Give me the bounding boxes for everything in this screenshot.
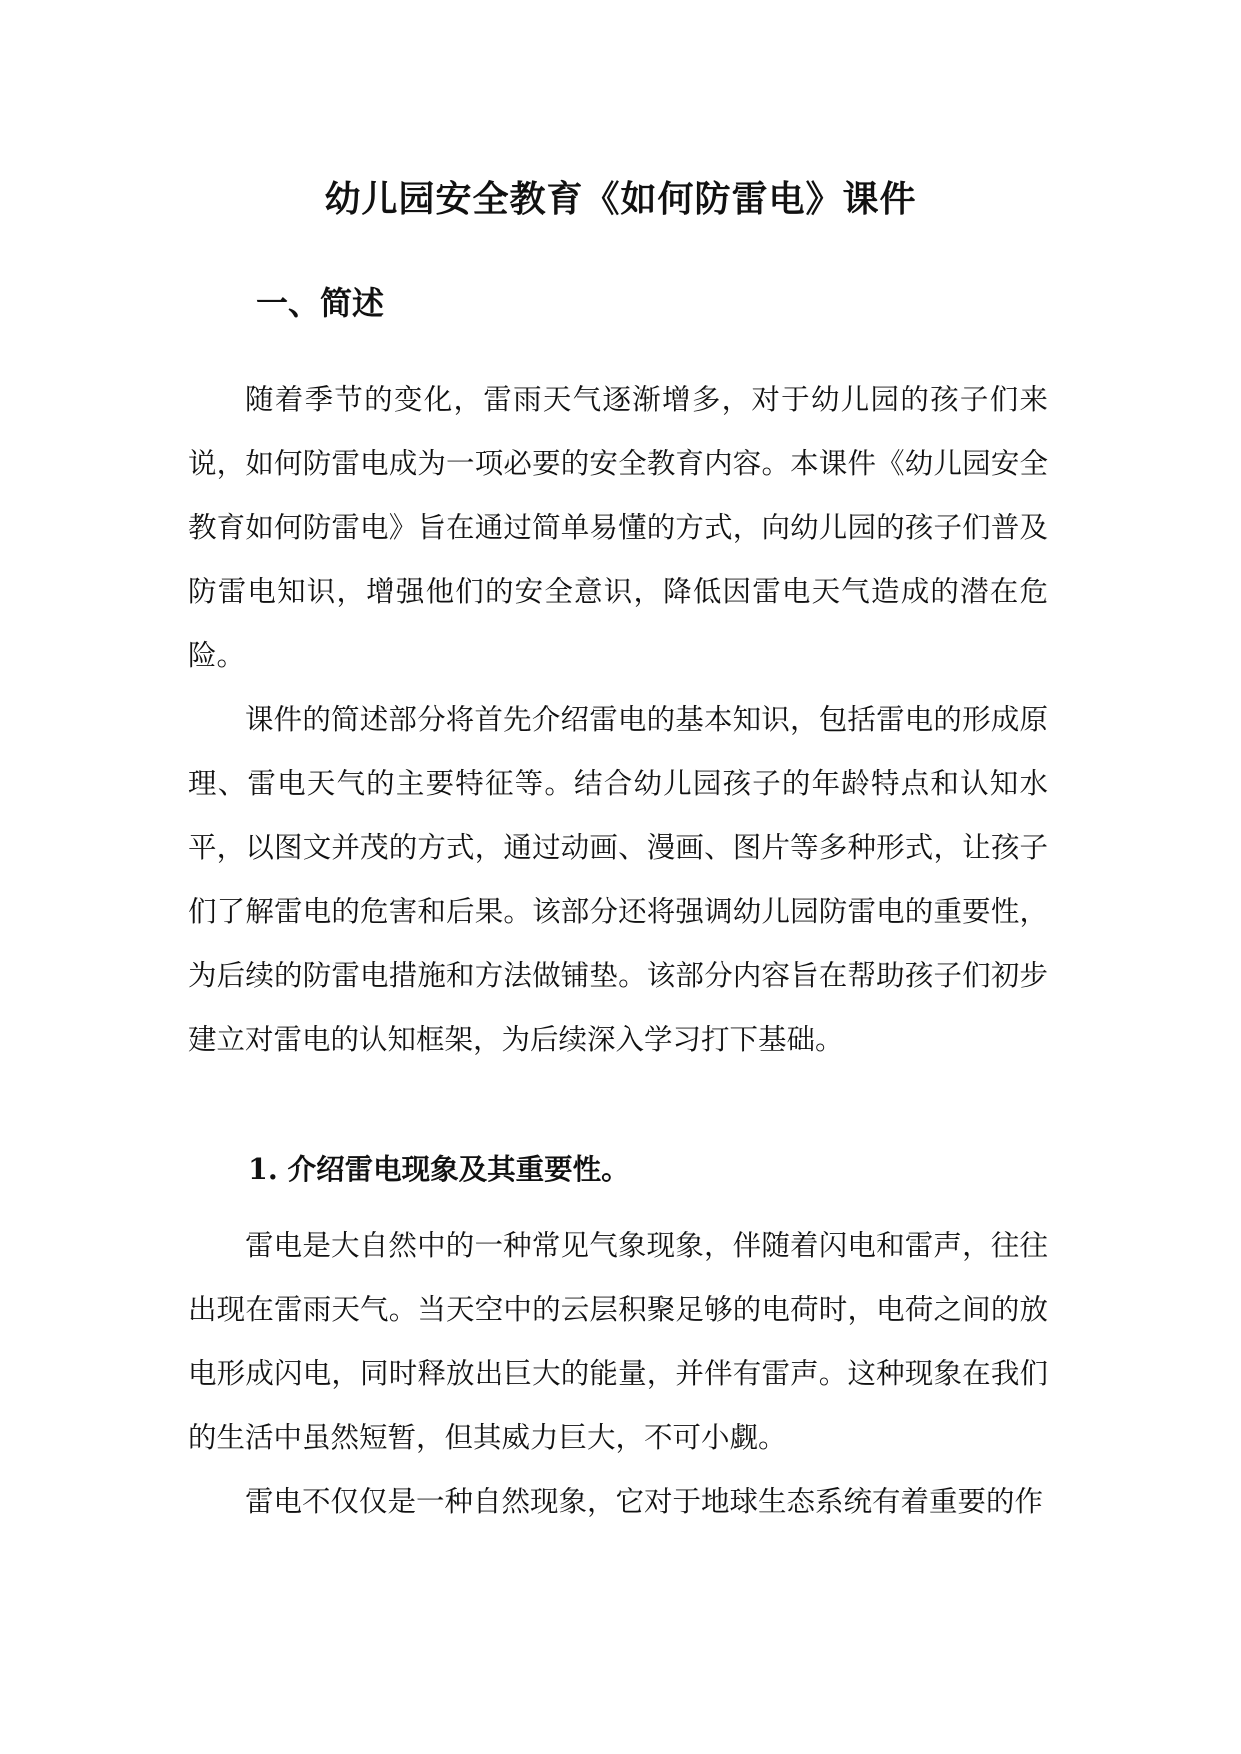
subsection-heading-lightning-intro: 1. 介绍雷电现象及其重要性。 [248, 1152, 630, 1186]
paragraph: 雷电不仅仅是一种自然现象，它对于地球生态系统有着重要的作 [245, 1485, 1044, 1518]
document-title: 幼儿园安全教育《如何防雷电》课件 [324, 178, 917, 221]
paragraph: 随着季节的变化，雷雨天气逐渐增多，对于幼儿园的孩子们来说，如何防雷电成为一项必要的安全教育内容。本课件《幼儿园安全教育如何防雷电》旨在通过简单易懂的方式，向幼儿园的孩子们普及防雷电知识，增强他们的安全意识，降低因雷电天气造成的潜在危险。 [188, 383, 1048, 672]
paragraph: 课件的简述部分将首先介绍雷电的基本知识，包括雷电的形成原理、雷电天气的主要特征等。结合幼儿园孩子的年龄特点和认知水平，以图文并茂的方式，通过动画、漫画、图片等多种形式，让孩子们了解雷电的危害和后果。该部分还将强调幼儿园防雷电的重要性，为后续的防雷电措施和方法做铺垫。该部分内容旨在帮助孩子们初步建立对雷电的认知框架，为后续深入学习打下基础。 [188, 703, 1048, 1056]
section-heading-overview: 一、简述 [256, 284, 385, 322]
overview-body [188, 368, 1048, 1072]
paragraph: 雷电是大自然中的一种常见气象现象，伴随着闪电和雷声，往往出现在雷雨天气。当天空中的云层积聚足够的电荷时，电荷之间的放电形成闪电，同时释放出巨大的能量，并伴有雷声。这种现象在我们的生活中虽然短暂，但其威力巨大，不可小觑。 [188, 1229, 1048, 1454]
lightning-intro-body [188, 1214, 1048, 1534]
